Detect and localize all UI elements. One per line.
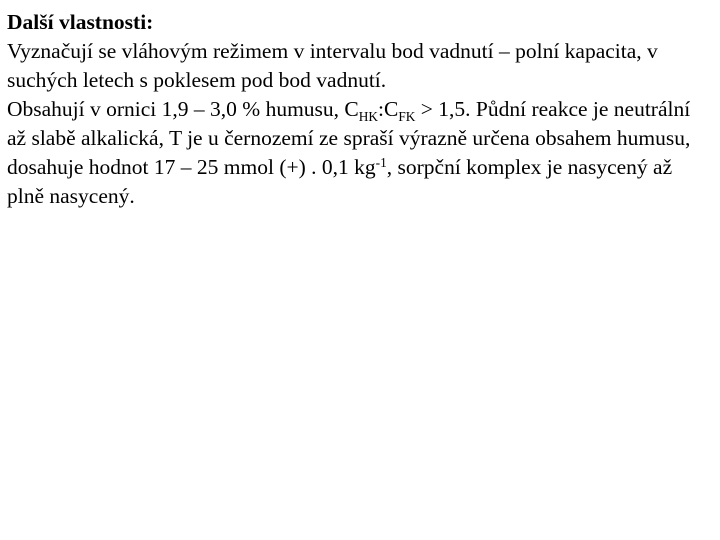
paragraph-humus-properties [7, 95, 713, 211]
subscript-hk: HK [358, 109, 379, 125]
paragraph-text: , sorpční komplex je nasycený až plně nasycený. [7, 155, 673, 208]
paragraph-water-regime: Vyznačují se vláhovým režimem v intervalu bod vadnutí – polní kapacita, v suchých letech s poklesem pod bod vadnutí. [7, 39, 658, 92]
superscript-exponent: -1 [375, 154, 387, 170]
paragraph-text: :C [378, 97, 399, 121]
paragraph-text: Obsahují v ornici 1,9 – 3,0 % humusu, C [7, 97, 359, 121]
paragraph-text: > 1,5. Půdní reakce je neutrální až slabě alkalická, T je u černozemí ze spraší výrazně určena obsahem humusu, dosahuje hodnot 17 – 25 mmol (+) . 0,1 kg [7, 97, 691, 179]
subscript-fk: FK [398, 109, 416, 125]
slide-text-body [7, 8, 713, 211]
section-heading: Další vlastnosti: [7, 10, 154, 34]
